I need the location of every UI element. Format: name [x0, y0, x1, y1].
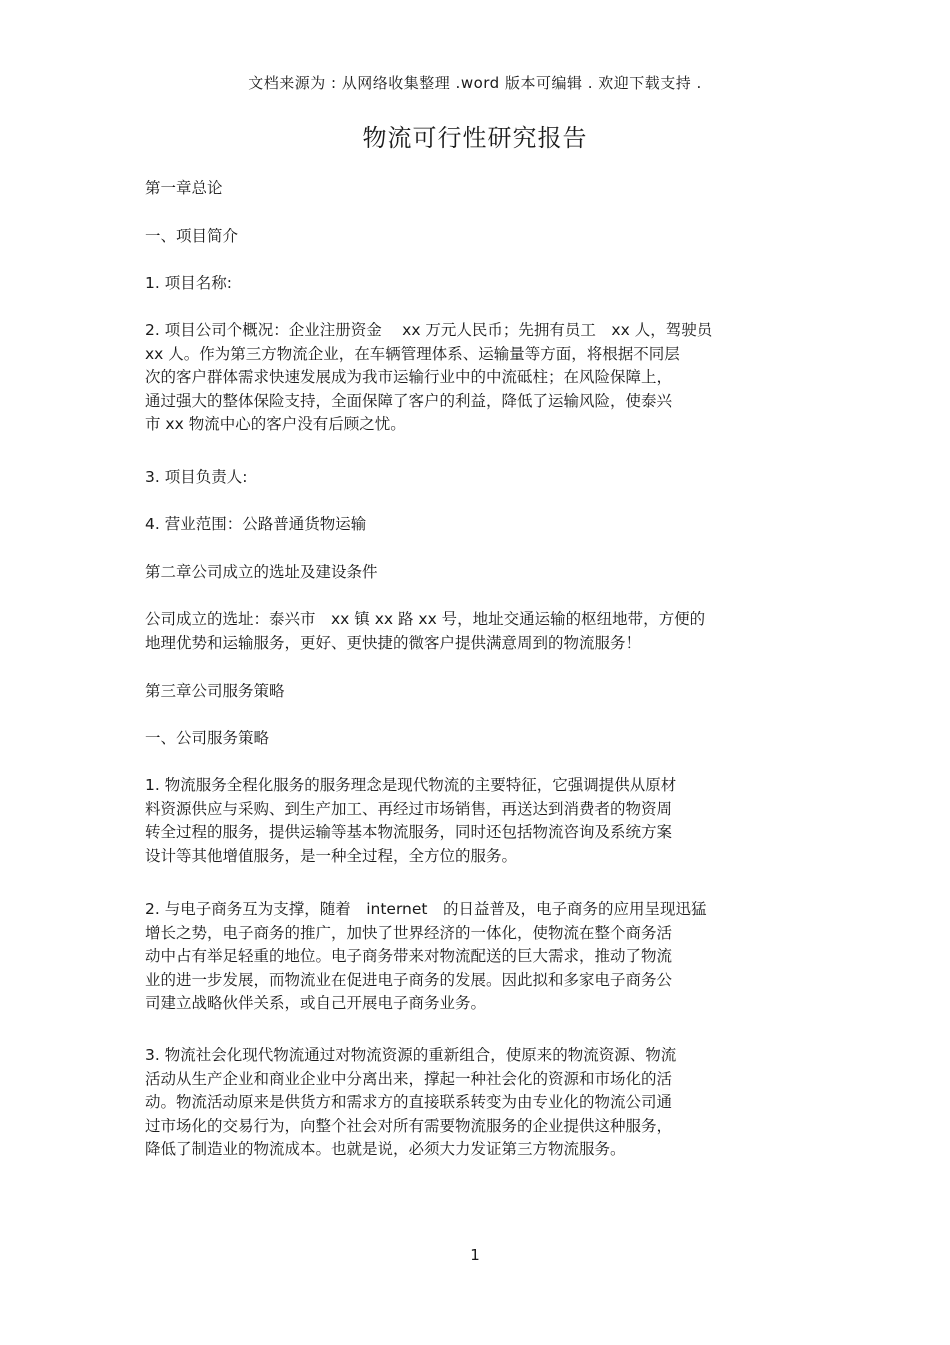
paragraph-site-selection: 公司成立的选址：泰兴市 xx 镇 xx 路 xx 号，地址交通运输的枢纽地带，方便的 地理优势和运输服务，更好、更快捷的微客户提供满意周到的物流服务！	[145, 610, 706, 652]
section-heading-project-intro: 一、项目简介	[145, 227, 239, 245]
paragraph-project-name: 1. 项目名称:	[145, 274, 232, 292]
paragraph-strategy-1: 1. 物流服务全程化服务的服务理念是现代物流的主要特征，它强调提供从原材 料资源供应与采购、到生产加工、再经过市场销售，再送达到消费者的物资周 转全过程的服务，提供运输等基本物流服务，同时还包括物流咨询及系统方案 设计等其他增值服务，是一种全过程，全方位的服务。	[145, 776, 677, 865]
page-header: 文档来源为 : 从网络收集整理 .word 版本可编辑 . 欢迎下载支持 .	[248, 74, 702, 92]
chapter-3-heading: 第三章公司服务策略	[145, 682, 285, 700]
section-heading-service-strategy: 一、公司服务策略	[145, 729, 270, 747]
page-number: 1	[470, 1246, 480, 1264]
paragraph-business-scope: 4. 营业范围：公路普通货物运输	[145, 515, 367, 533]
paragraph-company-overview: 2. 项目公司个概况：企业注册资金 xx 万元人民币；先拥有员工 xx 人，驾驶员 xx 人。作为第三方物流企业，在车辆管理体系、运输量等方面，将根据不同层 次的客户群体需求快速发展成为我市运输行业中的中流砥柱；在风险保障上， 通过强大的整体保险支持，全面保障了客户的利益，降低了运输风险，使泰兴 市 xx 物流中心的客户没有后顾之忧。	[145, 321, 713, 433]
paragraph-strategy-2: 2. 与电子商务互为支撑，随着 internet 的日益普及，电子商务的应用呈现迅猛 增长之势，电子商务的推广，加快了世界经济的一体化，使物流在整个商务活 动中占有举足轻重的地位。电子商务带来对物流配送的巨大需求，推动了物流 业的进一步发展，而物流业在促进电子商务的发展。因此拟和多家电子商务公 司建立战略伙伴关系，或自己开展电子商务业务。	[145, 900, 707, 1012]
chapter-1-heading: 第一章总论	[145, 179, 223, 197]
chapter-2-heading: 第二章公司成立的选址及建设条件	[145, 563, 378, 581]
document-title: 物流可行性研究报告	[362, 124, 588, 152]
paragraph-project-lead: 3. 项目负责人:	[145, 468, 248, 486]
paragraph-strategy-3: 3. 物流社会化现代物流通过对物流资源的重新组合，使原来的物流资源、物流 活动从生产企业和商业企业中分离出来，撑起一种社会化的资源和市场化的活 动。物流活动原来是供货方和需求方的直接联系转变为由专业化的物流公司通 过市场化的交易行为，向整个社会对所有需要物流服务的企业提供这种服务， 降低了制造业的物流成本。也就是说，必须大力发证第三方物流服务。	[145, 1046, 677, 1158]
